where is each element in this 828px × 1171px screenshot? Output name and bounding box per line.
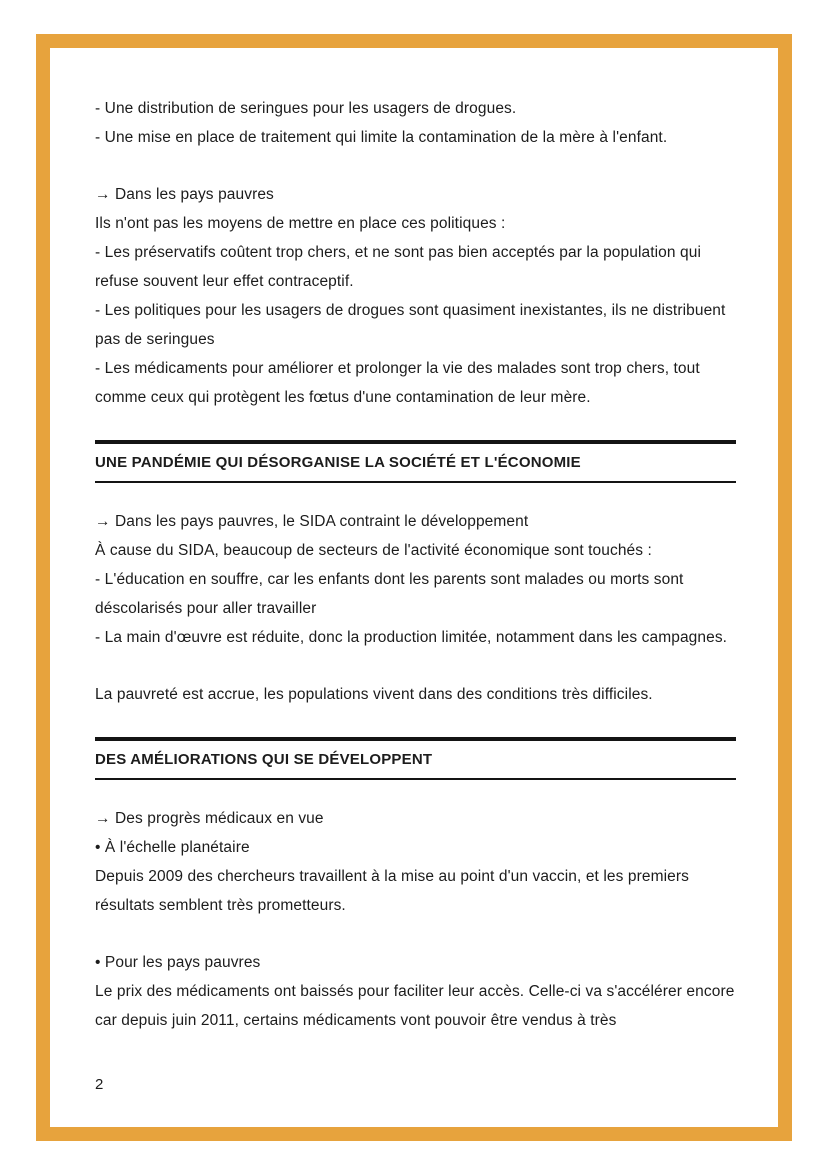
text-line: - Les médicaments pour améliorer et prolonger la vie des malades sont trop chers, tout comme ceux qui protègent les fœtus d'une contamination de leur mère. [95,360,700,406]
paragraph [95,948,736,1035]
text-line: → Dans les pays pauvres [95,186,274,203]
text-line: → Dans les pays pauvres, le SIDA contraint le développement [95,513,529,530]
text-line: - La main d'œuvre est réduite, donc la production limitée, notamment dans les campagnes. [95,629,728,646]
text-line: - Une mise en place de traitement qui limite la contamination de la mère à l'enfant. [95,129,668,146]
paragraph [95,180,736,412]
text-line: Depuis 2009 des chercheurs travaillent à la mise au point d'un vaccin, et les premiers résultats semblent très prometteurs. [95,868,689,914]
text-line: - Les politiques pour les usagers de drogues sont quasiment inexistantes, ils ne distribuent pas de seringues [95,302,726,348]
section-heading: UNE PANDÉMIE QUI DÉSORGANISE LA SOCIÉTÉ ET L'ÉCONOMIE [95,440,736,483]
paragraph [95,507,736,652]
text-line: → Des progrès médicaux en vue [95,810,324,827]
paragraph [95,804,736,920]
paragraph [95,680,736,709]
text-line: - L'éducation en souffre, car les enfants dont les parents sont malades ou morts sont déscolarisés pour aller travailler [95,571,684,617]
document-content [95,94,736,1075]
text-line: • À l'échelle planétaire [95,839,250,856]
section-heading: DES AMÉLIORATIONS QUI SE DÉVELOPPENT [95,737,736,780]
text-line: Ils n'ont pas les moyens de mettre en place ces politiques : [95,215,506,232]
page-number: 2 [95,1076,104,1093]
text-line: - Une distribution de seringues pour les usagers de drogues. [95,100,517,117]
paragraph [95,94,736,152]
text-line: • Pour les pays pauvres [95,954,261,971]
text-line: À cause du SIDA, beaucoup de secteurs de l'activité économique sont touchés : [95,542,652,559]
page-border-frame [36,34,792,1141]
text-line: La pauvreté est accrue, les populations vivent dans des conditions très difficiles. [95,686,653,703]
text-line: Le prix des médicaments ont baissés pour faciliter leur accès. Celle-ci va s'accélérer encore car depuis juin 2011, certains médicaments vont pouvoir être vendus à très [95,983,735,1029]
text-line: - Les préservatifs coûtent trop chers, et ne sont pas bien acceptés par la population qui refuse souvent leur effet contraceptif. [95,244,702,290]
document-page [50,48,778,1127]
